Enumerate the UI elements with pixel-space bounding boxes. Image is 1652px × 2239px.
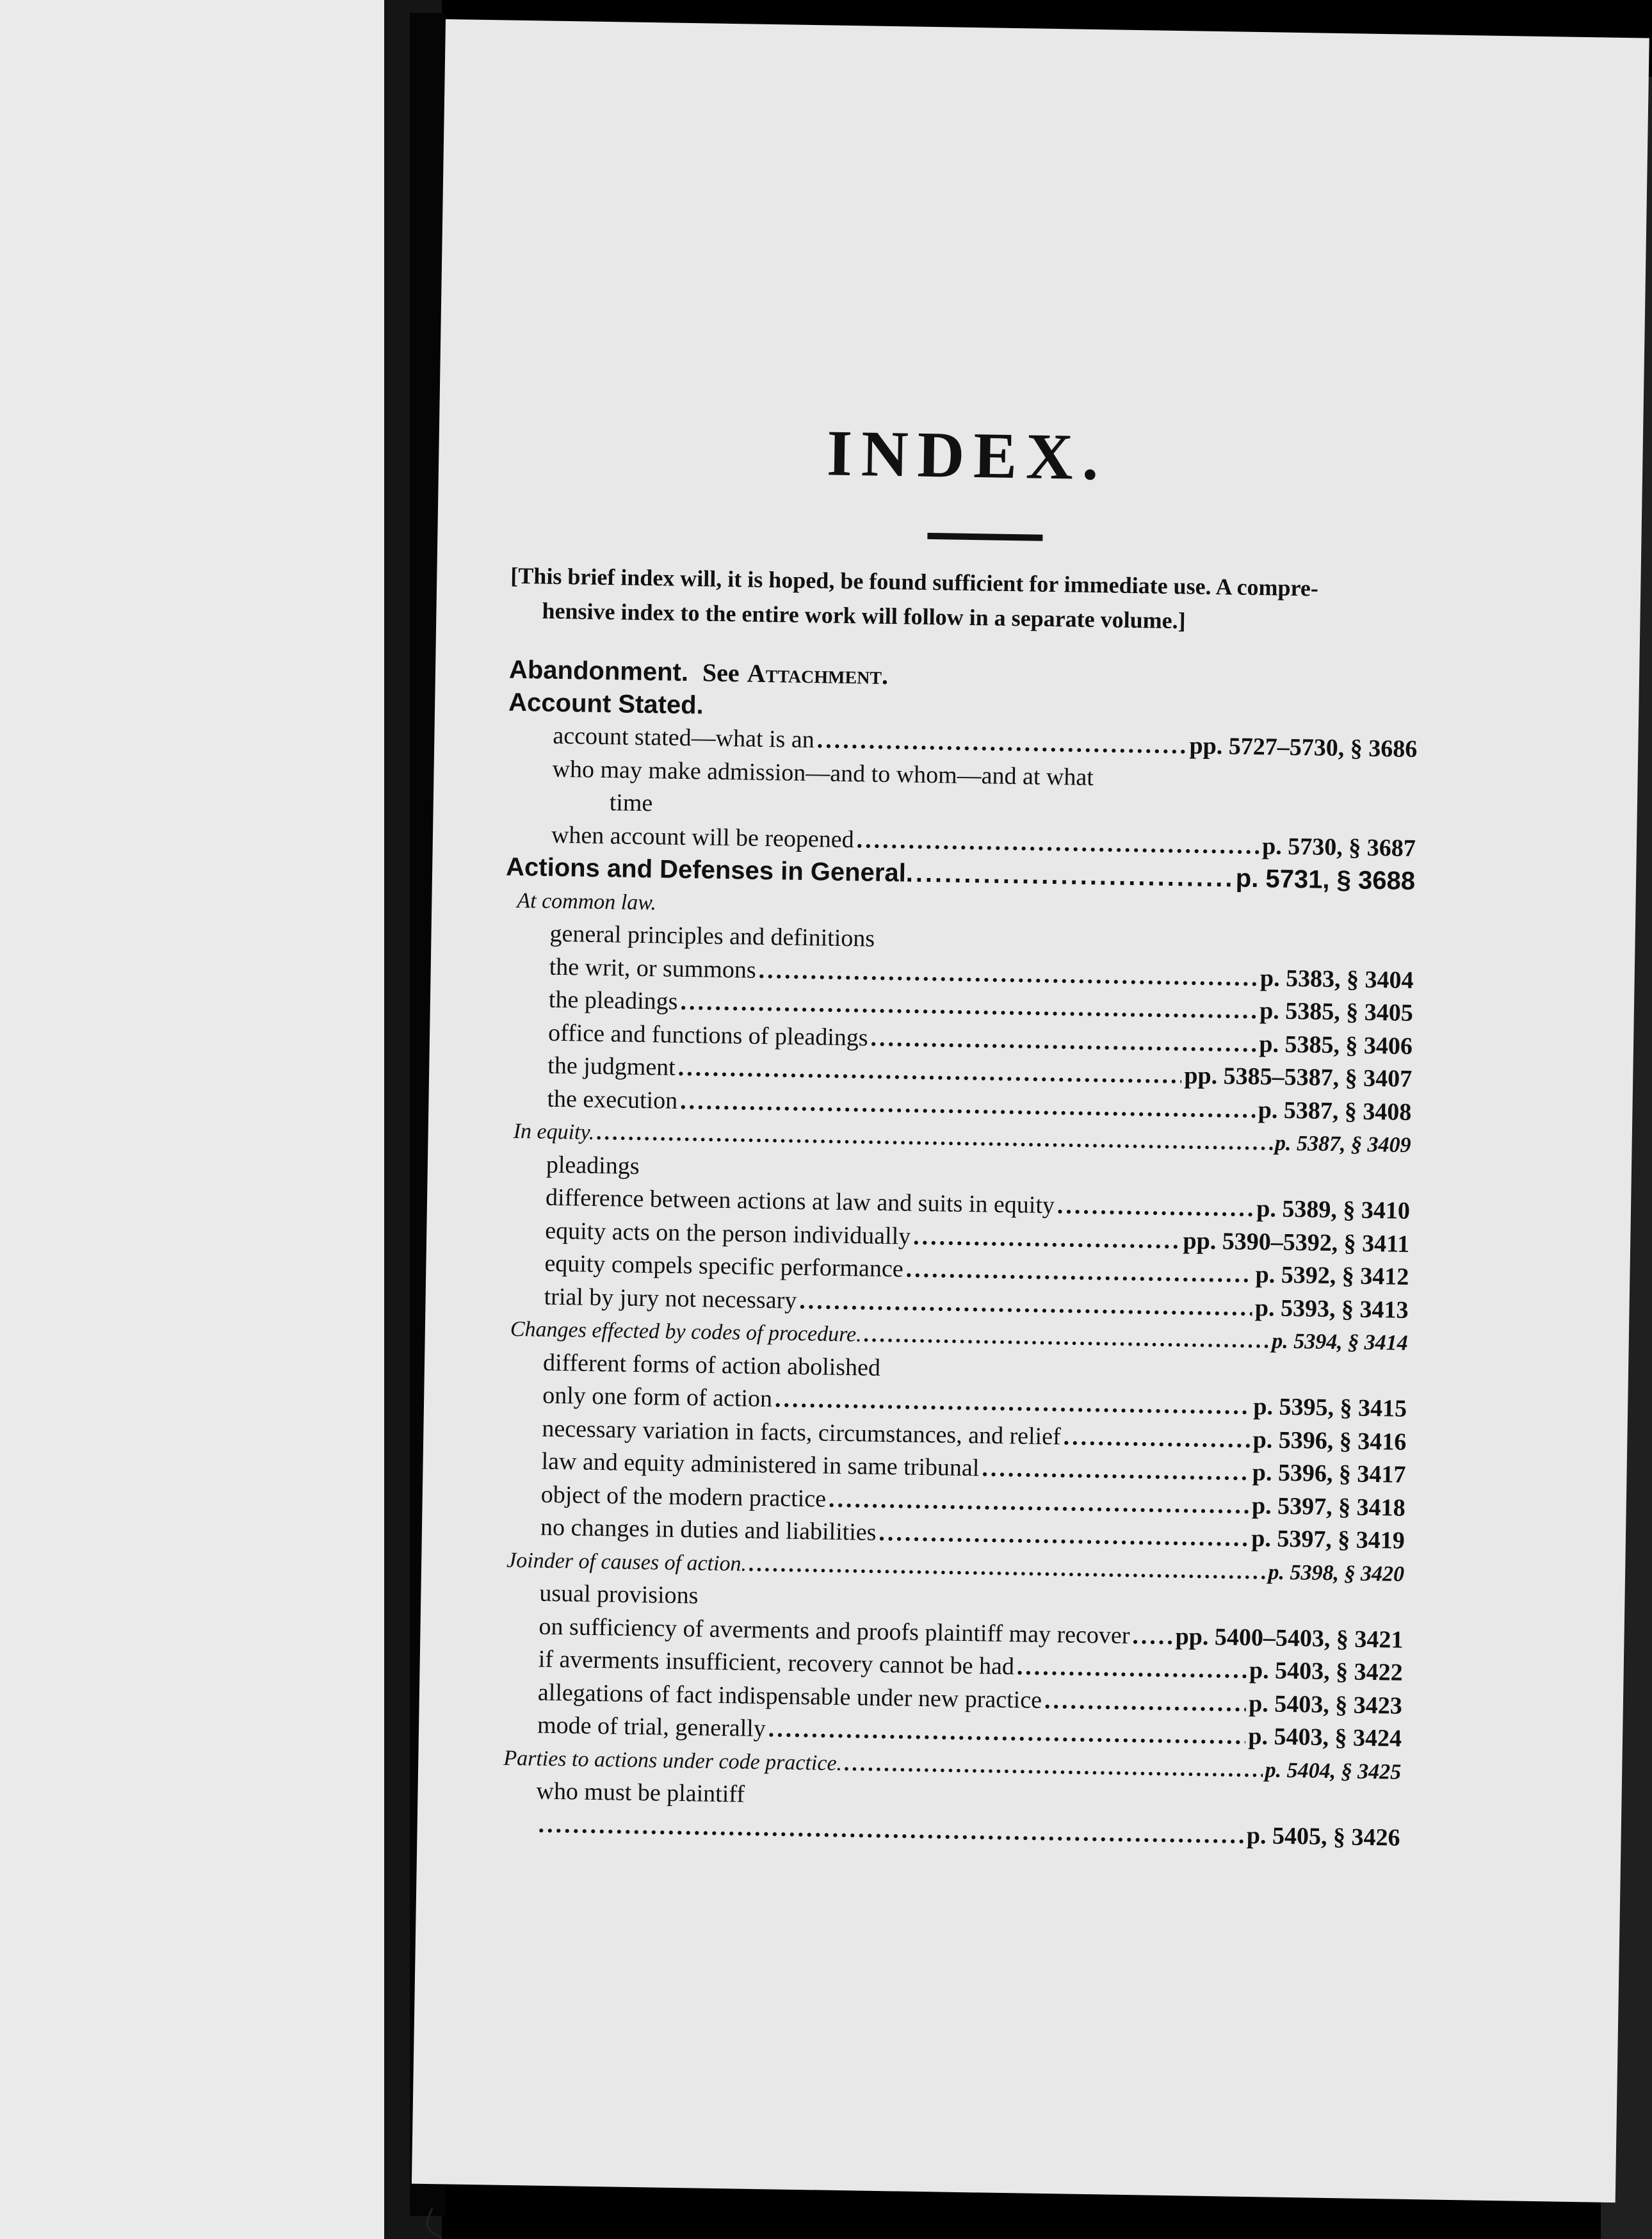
entry-label: general principles and definitions: [549, 920, 875, 952]
entry-page-reference: p. 5389, § 3410: [1256, 1195, 1411, 1225]
entry-page-reference: pp. 5390–5392, § 3411: [1183, 1226, 1410, 1258]
entry-see: See: [702, 658, 740, 688]
left-page: [0, 0, 384, 2239]
entry-label: office and functions of pleadings: [547, 1019, 868, 1052]
entry-page-reference: p. 5404, § 3425: [1265, 1757, 1402, 1784]
page-mark-icon: [419, 2208, 445, 2239]
dot-leader: [642, 1174, 1407, 1186]
entry-label: Account Stated.: [508, 688, 704, 719]
entry-label: difference between actions at law and suits in equity: [545, 1184, 1055, 1219]
entry-page-reference: p. 5396, § 3417: [1252, 1459, 1406, 1488]
entry-label: equity compels specific performance: [544, 1250, 904, 1283]
entry-label: different forms of action abolished: [542, 1349, 881, 1381]
dot-leader: [1044, 1684, 1247, 1720]
dot-leader: [1063, 1421, 1251, 1456]
dot-leader: [864, 1319, 1269, 1358]
dot-leader: [877, 947, 1411, 955]
entry-label: who must be plaintiff: [536, 1777, 745, 1808]
entry-page-reference: p. 5393, § 3413: [1254, 1294, 1409, 1324]
entry-label: usual provisions: [539, 1579, 699, 1609]
entry-label: Parties to actions under code practice.: [503, 1746, 843, 1775]
entry-page-reference: p. 5403, § 3424: [1248, 1723, 1402, 1752]
entry-page-reference: p. 5397, § 3418: [1251, 1492, 1406, 1522]
entry-label: pleadings: [546, 1151, 640, 1180]
entry-page-reference: p. 5395, § 3415: [1253, 1393, 1407, 1422]
entry-page-reference: p. 5403, § 3423: [1248, 1689, 1403, 1720]
dot-leader: [845, 1747, 1263, 1787]
entry-page-reference: p. 5383, § 3404: [1259, 964, 1414, 994]
entry-page-reference: p. 5396, § 3416: [1252, 1426, 1407, 1456]
entry-page-reference: pp. 5400–5403, § 3421: [1175, 1622, 1404, 1654]
entry-page-reference: p. 5405, § 3426: [1246, 1821, 1400, 1852]
entry-label: law and equity administered in same tribunal: [541, 1447, 980, 1482]
dot-leader: [891, 684, 1416, 692]
entry-page-reference: pp. 5385–5387, § 3407: [1184, 1062, 1413, 1093]
entry-label: Joinder of causes of action.: [506, 1548, 747, 1576]
entry-label: who may make admission—and to whom—and at what: [552, 755, 1094, 791]
note-line-1: [This brief index will, it is hoped, be found sufficient for immediate use. A compre-: [510, 562, 1319, 601]
entry-label: At common law.: [517, 888, 657, 915]
index-note: [510, 558, 1420, 642]
index-page: [412, 19, 1649, 2202]
entry-page-reference: p. 5387, § 3409: [1274, 1131, 1411, 1157]
entry-page-reference: p. 5730, § 3687: [1261, 832, 1416, 862]
entry-label: only one form of action: [542, 1381, 773, 1413]
entry-label: on sufficiency of averments and proofs plaintiff may recover: [539, 1613, 1130, 1649]
entry-label: time: [609, 789, 653, 817]
entry-label: object of the modern practice: [540, 1481, 827, 1513]
note-line-2: hensive index to the entire work will follow in a separate volume.]: [542, 598, 1186, 634]
dot-leader: [816, 724, 1187, 763]
page-title: INDEX.: [826, 417, 1108, 494]
entry-label: the writ, or summons: [549, 953, 757, 984]
dot-leader: [1096, 785, 1414, 790]
entry-label: allegations of fact indispensable under new practice: [537, 1679, 1042, 1714]
page-content: [503, 20, 1429, 1852]
entry-label: equity acts on the person individually: [544, 1217, 911, 1250]
entry-label: Abandonment.: [508, 655, 689, 687]
dot-leader: [1057, 1189, 1254, 1225]
entry-label: Changes effected by codes of procedure.: [510, 1317, 862, 1347]
dot-leader: [1016, 1650, 1247, 1687]
dot-leader: [655, 811, 1413, 823]
entry-label: necessary variation in facts, circumstances, and relief: [542, 1415, 1062, 1450]
entry-page-reference: p. 5392, § 3412: [1255, 1261, 1409, 1290]
entry-label: when account will be reopened: [551, 821, 854, 853]
dot-leader: [870, 1022, 1257, 1061]
entry-label: the execution: [547, 1085, 678, 1114]
dot-leader: [1132, 1620, 1173, 1653]
entry-page-reference: p. 5397, § 3419: [1251, 1525, 1405, 1554]
entry-page-reference: p. 5403, § 3422: [1249, 1657, 1403, 1686]
dot-leader: [879, 1517, 1249, 1556]
entry-cross-reference: Attachment.: [747, 658, 889, 690]
entry-label: In equity.: [513, 1119, 595, 1144]
dot-leader: [905, 1253, 1253, 1292]
entry-label: Actions and Defenses in General.: [505, 852, 914, 888]
dot-leader: [915, 858, 1233, 895]
dot-leader: [913, 1220, 1181, 1257]
index-entries: [490, 653, 1418, 1855]
entry-page-reference: p. 5398, § 3420: [1268, 1559, 1405, 1586]
dot-leader: [747, 1802, 1398, 1812]
entry-label: account stated—what is an: [553, 722, 815, 754]
entry-label: trial by jury not necessary: [544, 1283, 797, 1314]
entry-page-reference: p. 5385, § 3405: [1259, 997, 1414, 1027]
entry-label: if averments insufficient, recovery cannot be had: [538, 1645, 1015, 1681]
dot-leader: [982, 1452, 1250, 1489]
entry-label: no changes in duties and liabilities: [540, 1513, 877, 1546]
dot-leader: [659, 909, 1412, 921]
entry-page-reference: pp. 5727–5730, § 3686: [1189, 732, 1418, 763]
dot-leader: [700, 1604, 1401, 1615]
entry-label: the pleadings: [548, 986, 678, 1015]
entry-page-reference: p. 5394, § 3414: [1271, 1329, 1409, 1355]
entry-label: the judgment: [547, 1052, 676, 1081]
entry-page-reference: p. 5731, § 3688: [1235, 864, 1416, 895]
entry-label: mode of trial, generally: [537, 1711, 766, 1743]
dot-leader: [883, 1375, 1405, 1383]
entry-page-reference: p. 5387, § 3408: [1258, 1096, 1412, 1126]
dot-leader: [706, 713, 1415, 724]
title-rule: [927, 533, 1042, 541]
entry-page-reference: p. 5385, § 3406: [1259, 1030, 1413, 1060]
